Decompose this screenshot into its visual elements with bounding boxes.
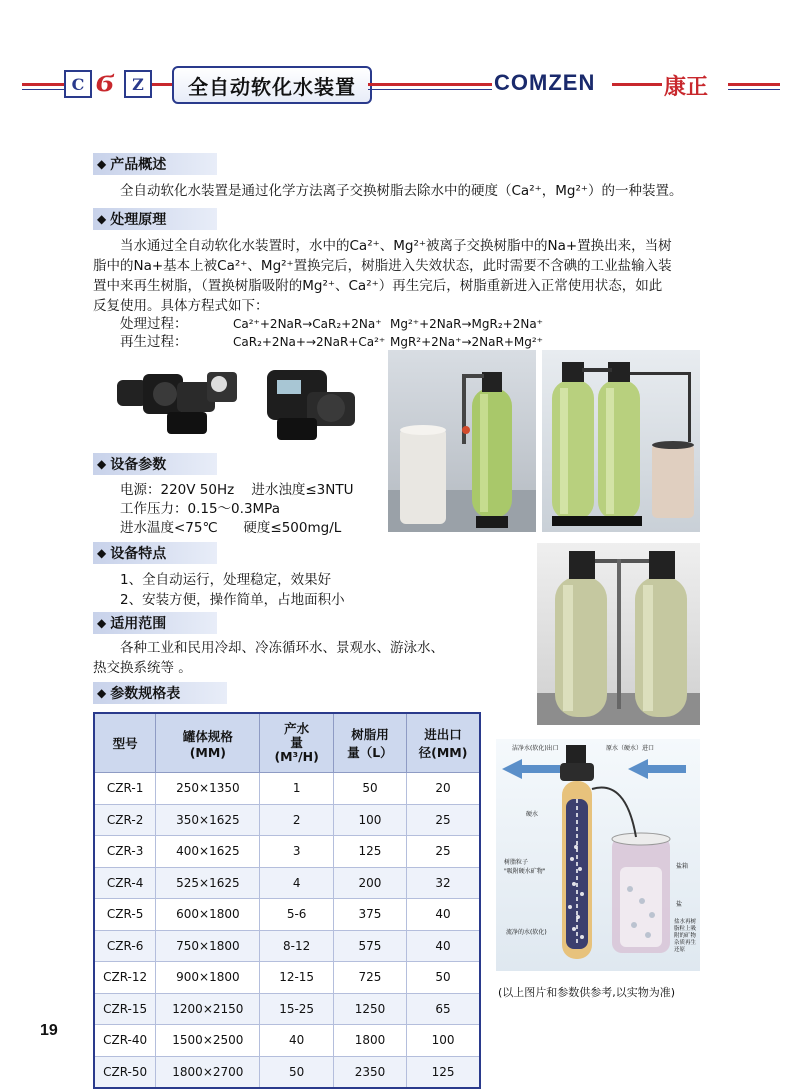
table-cell: 2 bbox=[260, 804, 333, 836]
table-cell: 50 bbox=[260, 1056, 333, 1088]
table-cell: 65 bbox=[407, 993, 480, 1025]
table-cell: CZR-3 bbox=[94, 836, 156, 868]
page-title: 全自动软化水装置 bbox=[172, 66, 372, 104]
header-rule-right bbox=[612, 83, 662, 86]
table-cell: 125 bbox=[333, 836, 406, 868]
column-header-model: 型号 bbox=[94, 713, 156, 773]
regen-equation-2: MgR²+2Na⁺→2NaR+Mg²⁺ bbox=[390, 335, 543, 349]
process-equation-1: Ca²⁺+2NaR→CaR₂+2Na⁺ bbox=[233, 317, 382, 331]
twin-tank-photo bbox=[542, 350, 700, 532]
principle-line-1: 当水通过全自动软化水装置时，水中的Ca²⁺、Mg²⁺被离子交换树脂中的Na+置换出来，当树 bbox=[120, 238, 672, 254]
table-cell: 25 bbox=[407, 804, 480, 836]
header-rule-far-right-thin bbox=[728, 89, 780, 90]
softener-diagram bbox=[496, 739, 700, 971]
diamond-icon: ◆ bbox=[97, 686, 107, 700]
table-cell: 50 bbox=[407, 962, 480, 994]
section-heading-features: ◆ 设备特点 bbox=[93, 542, 217, 564]
header-rule-far-right bbox=[728, 83, 780, 86]
principle-line-4: 反复使用。具体方程式如下： bbox=[93, 298, 269, 314]
table-body bbox=[94, 773, 480, 1089]
table-cell: 750×1800 bbox=[156, 930, 260, 962]
feature-item-2: 2、安装方便，操作简单，占地面积小 bbox=[120, 592, 345, 608]
table-cell: 1250 bbox=[333, 993, 406, 1025]
section-heading-scope: ◆ 适用范围 bbox=[93, 612, 217, 634]
section-heading-overview: ◆ 产品概述 bbox=[93, 153, 217, 175]
diamond-icon: ◆ bbox=[97, 457, 107, 471]
column-header-tank-size: 罐体规格 (MM) bbox=[156, 713, 260, 773]
table-header-row bbox=[94, 713, 480, 773]
header-rule-mid-thin bbox=[368, 89, 492, 90]
regen-equation-1: CaR₂+2Na+→2NaR+Ca²⁺ bbox=[233, 335, 386, 349]
table-cell: 8-12 bbox=[260, 930, 333, 962]
table-cell: 1500×2500 bbox=[156, 1025, 260, 1057]
diamond-icon: ◆ bbox=[97, 546, 107, 560]
table-row bbox=[94, 962, 480, 994]
diamond-icon: ◆ bbox=[97, 212, 107, 226]
table-cell: 40 bbox=[407, 899, 480, 931]
table-cell: 4 bbox=[260, 867, 333, 899]
table-row bbox=[94, 773, 480, 805]
diagram-label-brine-tank: 盐箱 bbox=[676, 863, 689, 870]
diagram-label-outlet: 洁净水(软化)出口 bbox=[512, 745, 559, 752]
table-cell: CZR-6 bbox=[94, 930, 156, 962]
table-cell: 125 bbox=[407, 1056, 480, 1088]
section-heading-principle: ◆ 处理原理 bbox=[93, 208, 217, 230]
table-cell: 600×1800 bbox=[156, 899, 260, 931]
process-equation-2: Mg²⁺+2NaR→MgR₂+2Na⁺ bbox=[390, 317, 543, 331]
table-cell: 32 bbox=[407, 867, 480, 899]
column-header-resin: 树脂用 量（L） bbox=[333, 713, 406, 773]
table-cell: CZR-50 bbox=[94, 1056, 156, 1088]
logo-letter-c: C bbox=[64, 70, 92, 98]
header-rule-mid bbox=[368, 83, 492, 86]
table-cell: 25 bbox=[407, 836, 480, 868]
table-cell: 350×1625 bbox=[156, 804, 260, 836]
diagram-label-regeneration: 盐水再树 脂粒上吸 附的矿物 杂质再生 还原 bbox=[674, 919, 697, 953]
page-number: 19 bbox=[40, 1022, 58, 1039]
params-line-2: 工作压力：0.15～0.3MPa bbox=[120, 501, 280, 517]
table-row bbox=[94, 867, 480, 899]
table-cell: CZR-15 bbox=[94, 993, 156, 1025]
overview-text: 全自动软化水装置是通过化学方法离子交换树脂去除水中的硬度（Ca²⁺，Mg²⁺）的一种装置。 bbox=[120, 183, 683, 199]
table-row bbox=[94, 1056, 480, 1088]
table-cell: 2350 bbox=[333, 1056, 406, 1088]
diamond-icon: ◆ bbox=[97, 616, 107, 630]
feature-item-1: 1、全自动运行，处理稳定，效果好 bbox=[120, 572, 332, 588]
table-cell: 250×1350 bbox=[156, 773, 260, 805]
brand-name-en: COMZEN bbox=[494, 70, 596, 95]
table-cell: 1800×2700 bbox=[156, 1056, 260, 1088]
table-cell: 1 bbox=[260, 773, 333, 805]
diagram-label-hard-water: 硬水 bbox=[526, 811, 539, 818]
table-cell: 100 bbox=[407, 1025, 480, 1057]
params-line-1: 电源：220V 50Hz 进水浊度≤3NTU bbox=[120, 482, 354, 498]
diagram-label-resin: 树脂粒子 "吸附硬水矿物" bbox=[504, 859, 546, 875]
spec-table bbox=[93, 712, 481, 1089]
table-cell: 40 bbox=[260, 1025, 333, 1057]
table-cell: CZR-40 bbox=[94, 1025, 156, 1057]
params-line-3: 进水温度<75℃ 硬度≤500mg/L bbox=[120, 520, 342, 536]
table-row bbox=[94, 1025, 480, 1057]
table-cell: 575 bbox=[333, 930, 406, 962]
table-cell: 40 bbox=[407, 930, 480, 962]
brand-name-cn: 康正 bbox=[664, 75, 709, 100]
header-rule-left-thin bbox=[22, 89, 64, 90]
table-cell: 900×1800 bbox=[156, 962, 260, 994]
table-cell: 50 bbox=[333, 773, 406, 805]
table-cell: 15-25 bbox=[260, 993, 333, 1025]
table-row bbox=[94, 993, 480, 1025]
control-valves-photo bbox=[107, 352, 382, 452]
logo-mark: ϭ bbox=[96, 60, 115, 100]
column-header-port: 进出口 径(MM) bbox=[407, 713, 480, 773]
table-cell: 725 bbox=[333, 962, 406, 994]
logo-letter-z: Z bbox=[124, 70, 152, 98]
column-header-output: 产水 量 (M³/H) bbox=[260, 713, 333, 773]
installed-tanks-photo bbox=[537, 543, 700, 725]
section-heading-params: ◆ 设备参数 bbox=[93, 453, 217, 475]
table-cell: CZR-5 bbox=[94, 899, 156, 931]
table-row bbox=[94, 899, 480, 931]
section-heading-spec-table: ◆ 参数规格表 bbox=[93, 682, 227, 704]
table-cell: 3 bbox=[260, 836, 333, 868]
diagram-label-soft-water: 流净的水(软化) bbox=[506, 929, 547, 936]
table-cell: 12-15 bbox=[260, 962, 333, 994]
diagram-label-salt: 盐 bbox=[676, 901, 683, 908]
table-cell: CZR-1 bbox=[94, 773, 156, 805]
table-cell: CZR-4 bbox=[94, 867, 156, 899]
scope-line-2: 热交换系统等 。 bbox=[93, 660, 192, 676]
table-cell: 20 bbox=[407, 773, 480, 805]
diamond-icon: ◆ bbox=[97, 157, 107, 171]
table-row bbox=[94, 804, 480, 836]
header-rule-left bbox=[22, 83, 64, 86]
table-cell: 375 bbox=[333, 899, 406, 931]
scope-line-1: 各种工业和民用冷却、冷冻循环水、景观水、游泳水、 bbox=[120, 640, 444, 656]
table-cell: 200 bbox=[333, 867, 406, 899]
table-cell: 1800 bbox=[333, 1025, 406, 1057]
image-caption: (以上图片和参数供参考,以实物为准) bbox=[498, 986, 676, 999]
principle-line-3: 置中来再生树脂，（置换树脂吸附的Mg²⁺、Ca²⁺）再生完后，树脂重新进入正常使用状态，如此 bbox=[93, 278, 663, 294]
process-label: 处理过程： bbox=[120, 316, 188, 332]
principle-line-2: 脂中的Na+基本上被Ca²⁺、Mg²⁺置换完后，树脂进入失效状态，此时需要不含碘的工业盐输入装 bbox=[93, 258, 672, 274]
regen-label: 再生过程： bbox=[120, 334, 188, 350]
table-cell: CZR-12 bbox=[94, 962, 156, 994]
table-cell: CZR-2 bbox=[94, 804, 156, 836]
table-row bbox=[94, 836, 480, 868]
table-cell: 525×1625 bbox=[156, 867, 260, 899]
table-cell: 400×1625 bbox=[156, 836, 260, 868]
diagram-label-inlet: 原水（硬水）进口 bbox=[606, 745, 655, 752]
single-tank-photo bbox=[388, 350, 536, 532]
table-row bbox=[94, 930, 480, 962]
header-rule-mid-left bbox=[152, 83, 172, 86]
table-cell: 5-6 bbox=[260, 899, 333, 931]
table-cell: 1200×2150 bbox=[156, 993, 260, 1025]
table-cell: 100 bbox=[333, 804, 406, 836]
